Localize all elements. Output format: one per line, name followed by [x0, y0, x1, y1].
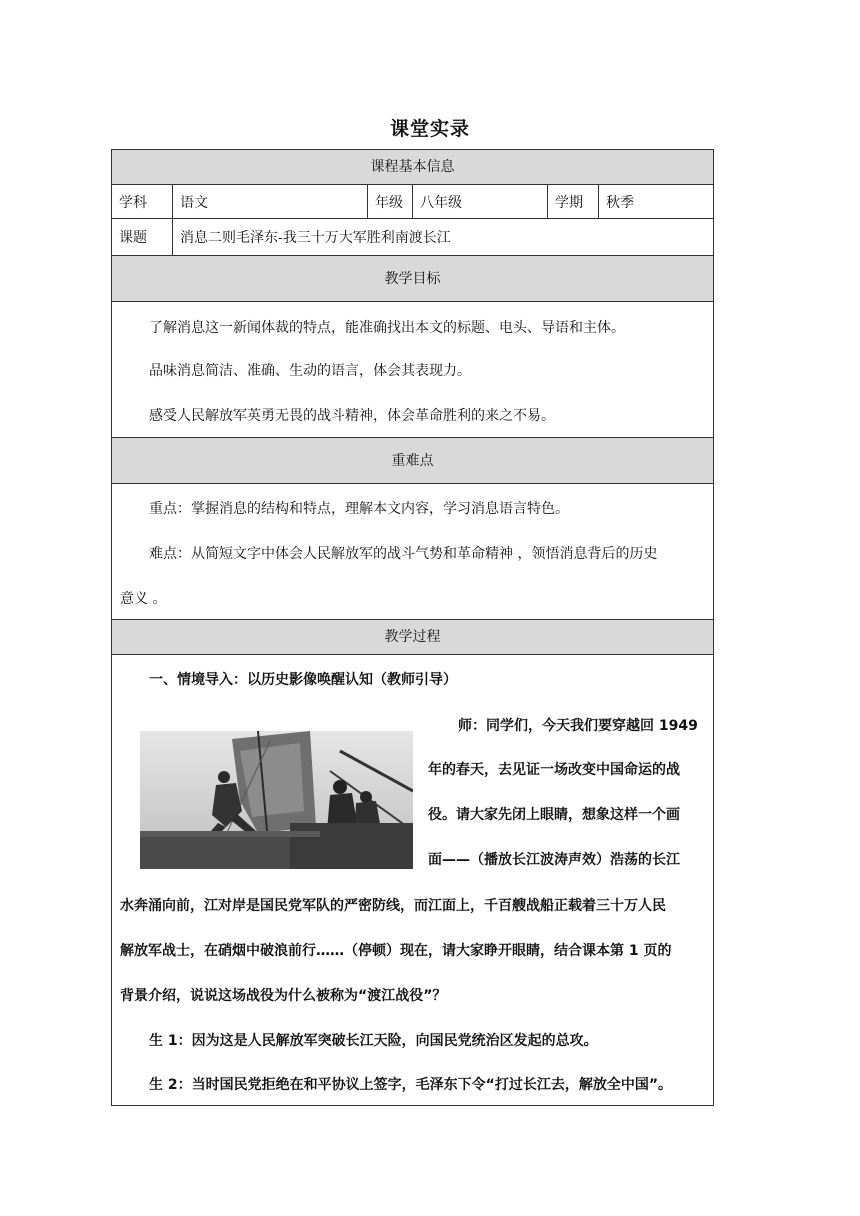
grade-label: 年级	[368, 185, 413, 218]
goals-box	[111, 301, 714, 438]
key-point: 重点：掌握消息的结构和特点，理解本文内容，学习消息语言特色。	[149, 501, 569, 517]
subject-value: 语文	[173, 185, 368, 218]
section-title: 一、情境导入：以历史影像唤醒认知（教师引导）	[149, 672, 457, 688]
key-points-box	[111, 483, 714, 620]
goal-item: 了解消息这一新闻体裁的特点，能准确找出本文的标题、电头、导语和主体。	[149, 320, 625, 336]
topic-value: 消息二则毛泽东-我三十万大军胜利南渡长江	[180, 230, 451, 246]
teacher-line: 役。请大家先闭上眼睛，想象这样一个画	[428, 807, 680, 823]
subject-label: 学科	[112, 185, 173, 218]
student-answer: 生 2：当时国民党拒绝在和平协议上签字，毛泽东下令“打过长江去，解放全中国”。	[149, 1077, 673, 1093]
teacher-line: 面——（播放长江波涛声效）浩荡的长江	[428, 852, 680, 868]
page-title: 课堂实录	[389, 118, 470, 140]
term-label: 学期	[548, 185, 599, 218]
topic-row	[111, 218, 714, 256]
goals-header: 教学目标	[111, 255, 714, 302]
grade-value: 八年级	[413, 185, 548, 218]
process-box	[111, 654, 714, 1106]
basic-info-row	[111, 184, 714, 219]
teacher-line: 师：同学们，今天我们要穿越回 1949	[458, 718, 698, 734]
goal-item: 感受人民解放军英勇无畏的战斗精神，体会革命胜利的来之不易。	[149, 408, 555, 424]
basic-info-header: 课程基本信息	[111, 149, 714, 185]
topic-label: 课题	[112, 219, 173, 255]
student-answer: 生 1：因为这是人民解放军突破长江天险，向国民党统治区发起的总攻。	[149, 1033, 598, 1049]
goal-item: 品味消息简洁、准确、生动的语言，体会其表现力。	[149, 363, 471, 379]
key-points-header: 重难点	[111, 437, 714, 484]
process-header: 教学过程	[111, 619, 714, 655]
difficulty-point: 难点：从简短文字中体会人民解放军的战斗气势和革命精神 ，领悟消息背后的历史	[149, 546, 658, 562]
term-value: 秋季	[606, 194, 634, 211]
historical-photo	[140, 731, 413, 869]
teacher-line: 背景介绍，说说这场战役为什么被称为“渡江战役”？	[120, 988, 447, 1004]
teacher-line: 年的春天，去见证一场改变中国命运的战	[428, 762, 680, 778]
teacher-line: 解放军战士，在硝烟中破浪前行……（停顿）现在，请大家睁开眼睛，结合课本第 1 页的	[120, 943, 672, 959]
difficulty-point-cont: 意义 。	[120, 591, 167, 607]
teacher-line: 水奔涌向前，江对岸是国民党军队的严密防线，而江面上，千百艘战船正载着三十万人民	[120, 898, 666, 914]
